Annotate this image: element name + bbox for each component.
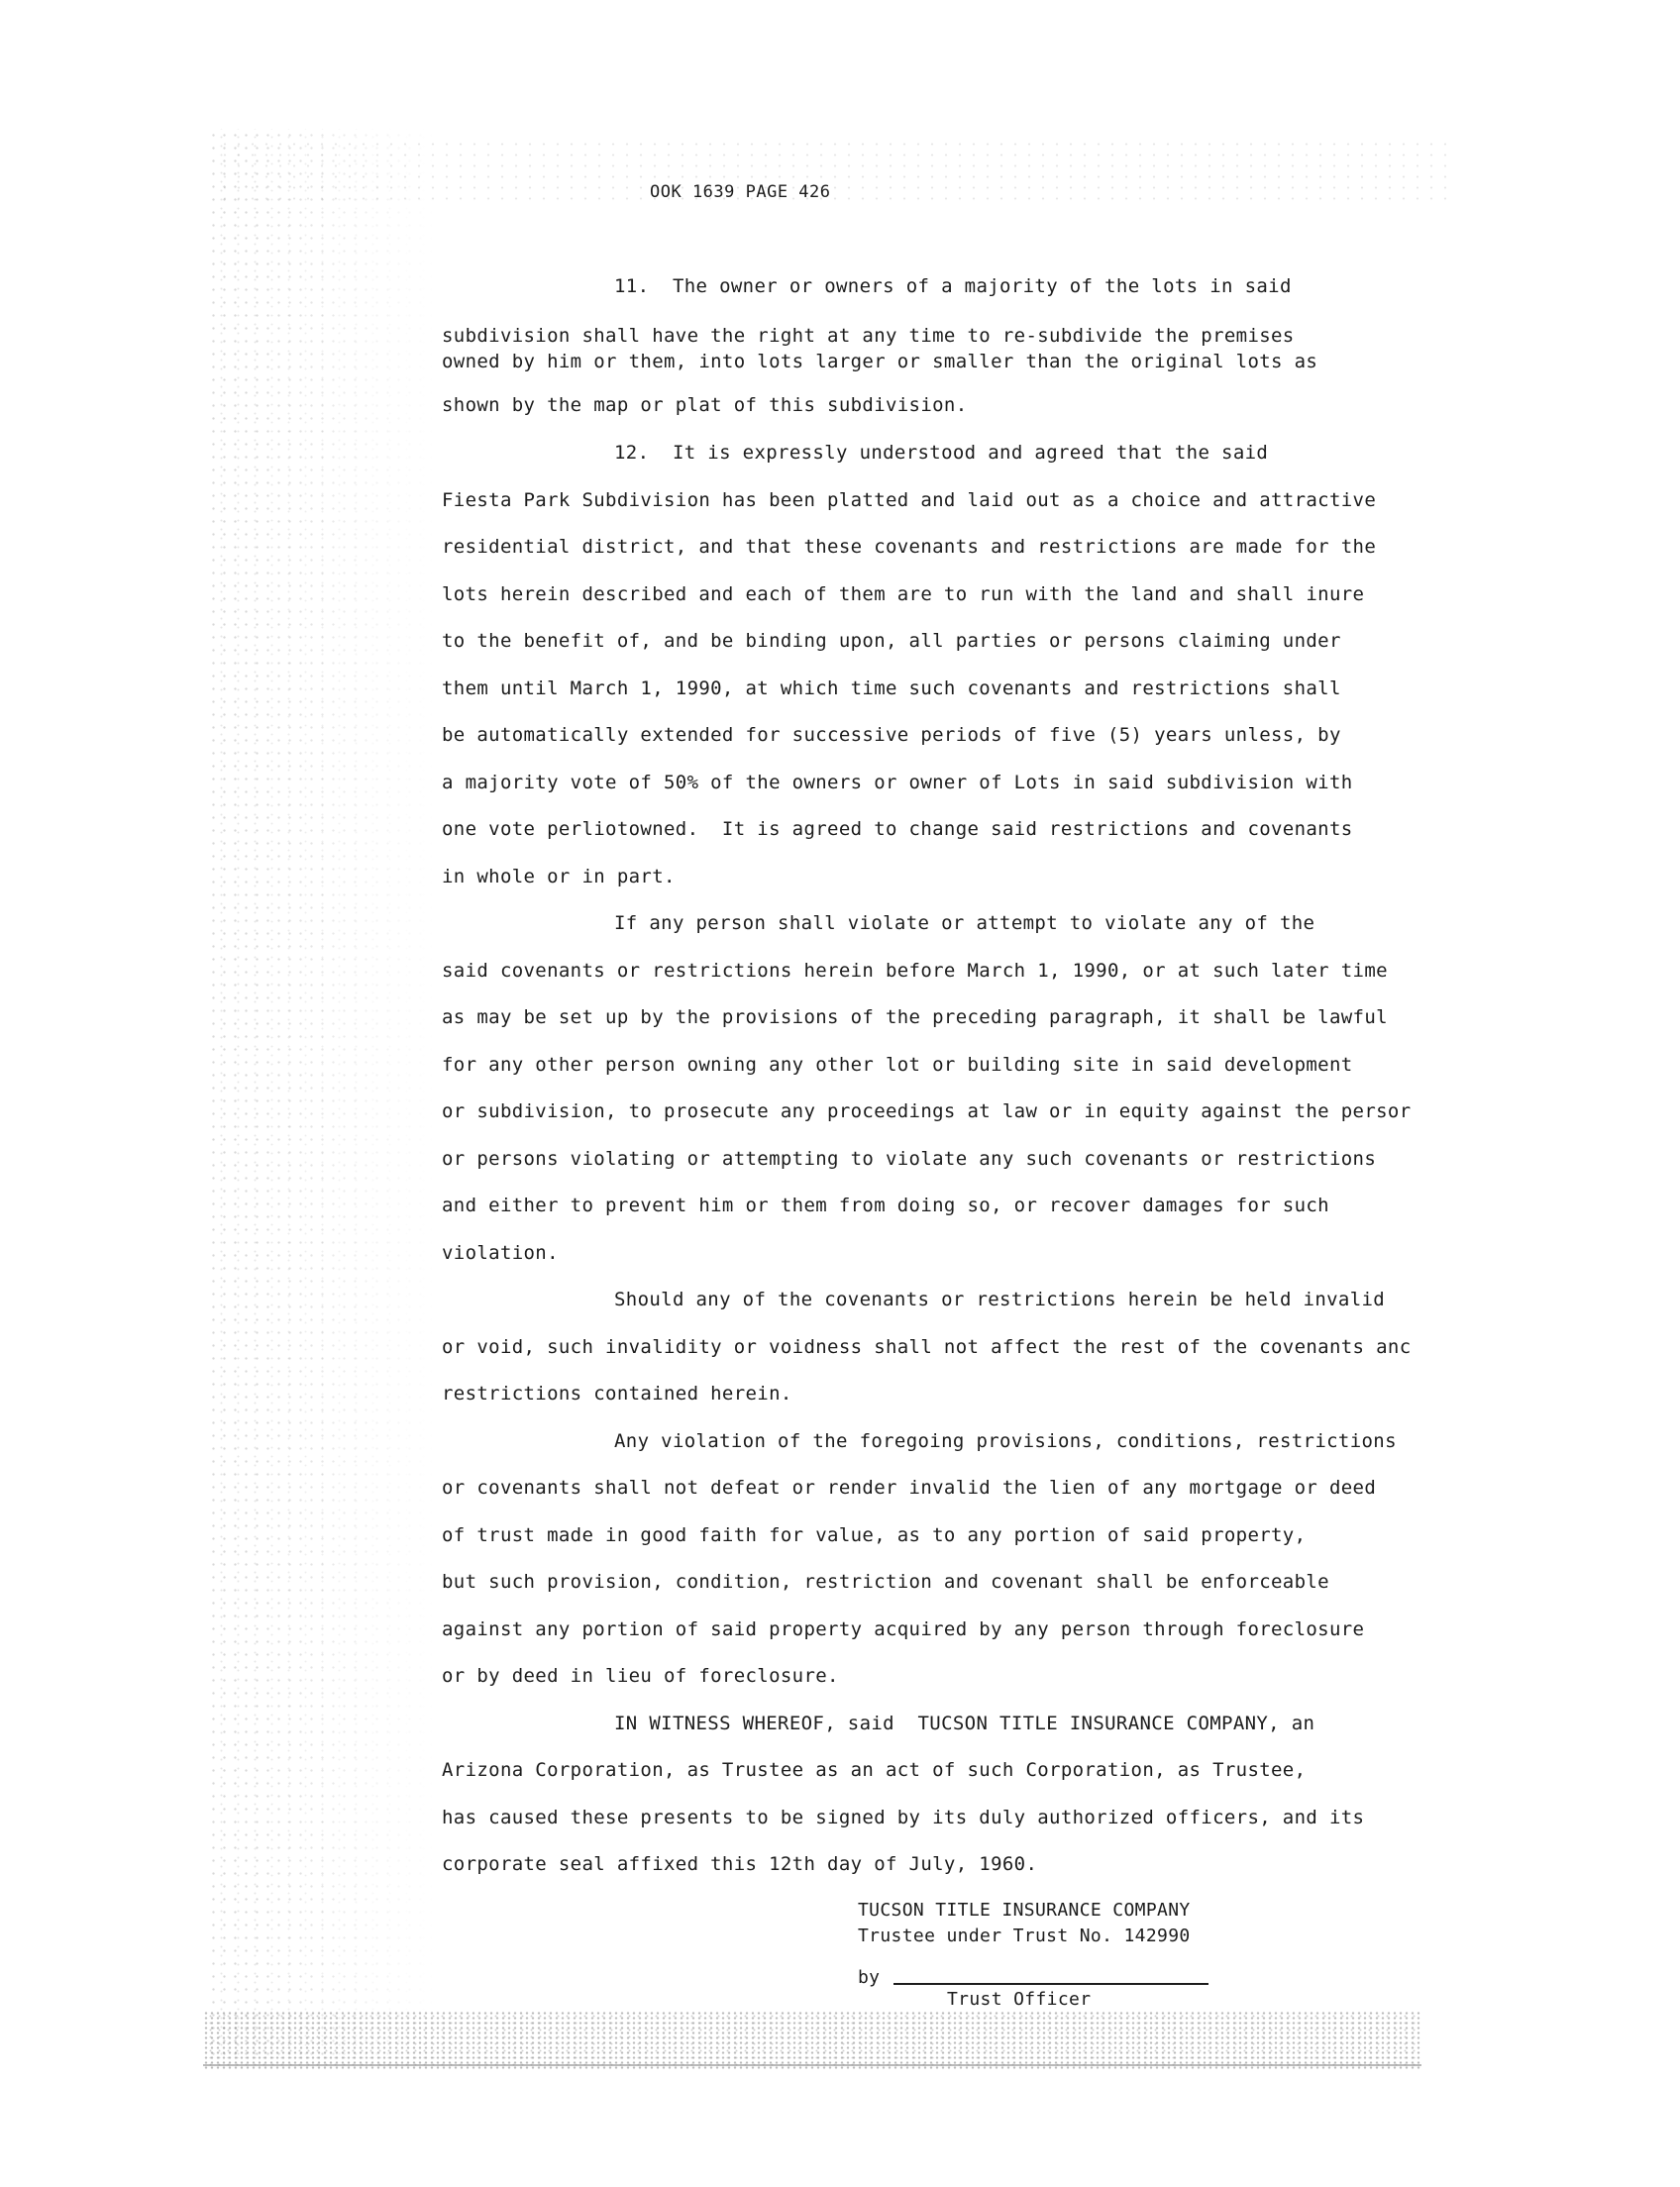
text-line: Arizona Corporation, as Trustee as an act of such Corporation, as Trustee, bbox=[442, 1759, 1307, 1781]
text-line: has caused these presents to be signed by its duly authorized officers, and its bbox=[442, 1807, 1365, 1828]
signature-line bbox=[893, 1983, 1208, 1985]
text-line: or void, such invalidity or voidness shall not affect the rest of the covenants anc bbox=[442, 1336, 1412, 1358]
text-line: owned by him or them, into lots larger or smaller than the original lots as bbox=[442, 351, 1318, 372]
text-line: 11. The owner or owners of a majority of the lots in said bbox=[614, 275, 1292, 297]
text-line: Should any of the covenants or restrictions herein be held invalid bbox=[614, 1289, 1386, 1310]
text-line: a majority vote of 50% of the owners or owner of Lots in said subdivision with bbox=[442, 772, 1353, 793]
text-line: for any other person owning any other lot or building site in said development bbox=[442, 1054, 1353, 1076]
text-line: subdivision shall have the right at any time to re-subdivide the premises bbox=[442, 325, 1295, 347]
signature-title: Trust Officer bbox=[947, 1989, 1092, 2010]
text-line: one vote perliotowned. It is agreed to change said restrictions and covenants bbox=[442, 818, 1353, 840]
text-line: of trust made in good faith for value, as to any portion of said property, bbox=[442, 1524, 1307, 1546]
text-line: 12. It is expressly understood and agreed that the said bbox=[614, 442, 1269, 464]
text-line: but such provision, condition, restriction and covenant shall be enforceable bbox=[442, 1571, 1329, 1593]
scan-bottom-edge bbox=[203, 2064, 1421, 2066]
scan-noise-bottom bbox=[203, 2011, 1421, 2070]
text-line: or subdivision, to prosecute any proceedings at law or in equity against the persor bbox=[442, 1100, 1412, 1122]
signature-company: TUCSON TITLE INSURANCE COMPANY bbox=[858, 1900, 1191, 1921]
text-line: or covenants shall not defeat or render invalid the lien of any mortgage or deed bbox=[442, 1477, 1377, 1499]
text-line: corporate seal affixed this 12th day of July, 1960. bbox=[442, 1853, 1038, 1875]
text-line: and either to prevent him or them from doing so, or recover damages for such bbox=[442, 1195, 1329, 1216]
book-page-header: OOK 1639 PAGE 426 bbox=[650, 182, 831, 202]
text-line: If any person shall violate or attempt to violate any of the bbox=[614, 912, 1315, 934]
text-line: or persons violating or attempting to violate any such covenants or restrictions bbox=[442, 1148, 1377, 1170]
text-line: residential district, and that these covenants and restrictions are made for the bbox=[442, 536, 1377, 558]
text-line: in whole or in part. bbox=[442, 866, 676, 887]
scan-noise-left bbox=[208, 129, 436, 2060]
text-line: Any violation of the foregoing provisions, conditions, restrictions bbox=[614, 1430, 1397, 1452]
text-line: as may be set up by the provisions of the preceding paragraph, it shall be lawful bbox=[442, 1006, 1388, 1028]
text-line: them until March 1, 1990, at which time such covenants and restrictions shall bbox=[442, 677, 1341, 699]
text-line: or by deed in lieu of foreclosure. bbox=[442, 1665, 839, 1687]
text-line: shown by the map or plat of this subdivision. bbox=[442, 394, 968, 416]
text-line: to the benefit of, and be binding upon, all parties or persons claiming under bbox=[442, 630, 1341, 652]
text-line: Fiesta Park Subdivision has been platted and laid out as a choice and attractive bbox=[442, 489, 1377, 511]
signature-by-label: by bbox=[858, 1967, 881, 1988]
text-line: IN WITNESS WHEREOF, said TUCSON TITLE INSURANCE COMPANY, an bbox=[614, 1713, 1315, 1734]
text-line: restrictions contained herein. bbox=[442, 1383, 792, 1405]
text-line: against any portion of said property acquired by any person through foreclosure bbox=[442, 1618, 1365, 1640]
text-line: be automatically extended for successive periods of five (5) years unless, by bbox=[442, 724, 1341, 746]
text-line: violation. bbox=[442, 1242, 559, 1264]
signature-trustee: Trustee under Trust No. 142990 bbox=[858, 1926, 1191, 1946]
text-line: said covenants or restrictions herein before March 1, 1990, or at such later time bbox=[442, 960, 1388, 982]
text-line: lots herein described and each of them are to run with the land and shall inure bbox=[442, 583, 1365, 605]
